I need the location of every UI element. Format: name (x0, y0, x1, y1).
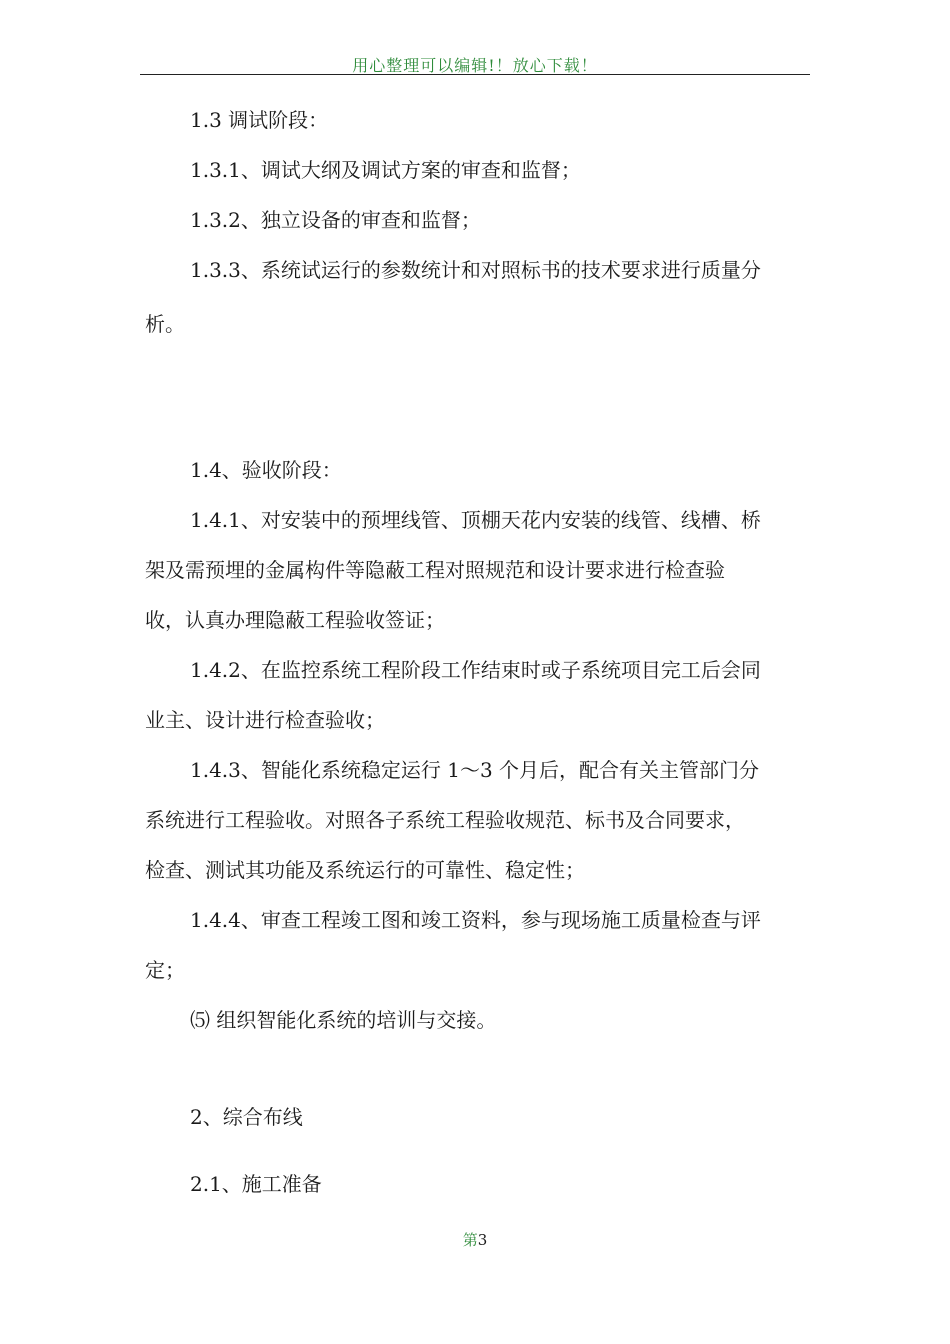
line-1-4-heading: 1.4、验收阶段： (190, 458, 342, 482)
line-1-4-3: 1.4.3、智能化系统稳定运行 1～3 个月后，配合有关主管部门分 (190, 758, 760, 782)
line-section-2: 2、综合布线 (190, 1105, 303, 1129)
line-1-3-3-cont: 析。 (145, 312, 185, 336)
line-1-4-4: 1.4.4、审查工程竣工图和竣工资料，参与现场施工质量检查与评 (190, 908, 761, 932)
page-number: 3 (477, 1231, 488, 1249)
line-1-4-1-cont-a: 架及需预埋的金属构件等隐蔽工程对照规范和设计要求进行检查验 (145, 558, 725, 582)
line-1-4-2: 1.4.2、在监控系统工程阶段工作结束时或子系统项目完工后会同 (190, 658, 761, 682)
line-1-4-3-cont-b: 检查、测试其功能及系统运行的可靠性、稳定性； (145, 858, 585, 882)
line-1-3-2: 1.3.2、独立设备的审查和监督； (190, 208, 481, 232)
page-footer (0, 1229, 950, 1250)
line-1-4-2-cont: 业主、设计进行检查验收； (145, 708, 385, 732)
line-item-5: ⑸ 组织智能化系统的培训与交接。 (190, 1008, 497, 1032)
line-2-1: 2.1、施工准备 (190, 1172, 322, 1196)
line-1-4-4-cont: 定； (145, 958, 185, 982)
page-header: 用心整理可以编辑!！放心下载！ (352, 56, 598, 75)
line-1-3-3: 1.3.3、系统试运行的参数统计和对照标书的技术要求进行质量分 (190, 258, 761, 282)
header-rule (140, 74, 810, 75)
line-1-4-1: 1.4.1、对安装中的预埋线管、顶棚天花内安装的线管、线槽、桥 (190, 508, 761, 532)
line-1-4-3-cont-a: 系统进行工程验收。对照各子系统工程验收规范、标书及合同要求， (145, 808, 745, 832)
footer-prefix: 第 (462, 1231, 478, 1249)
line-1-4-1-cont-b: 收，认真办理隐蔽工程验收签证； (145, 608, 445, 632)
line-1-3-1: 1.3.1、调试大纲及调试方案的审查和监督； (190, 158, 581, 182)
line-1-3-heading: 1.3 调试阶段： (190, 108, 329, 132)
